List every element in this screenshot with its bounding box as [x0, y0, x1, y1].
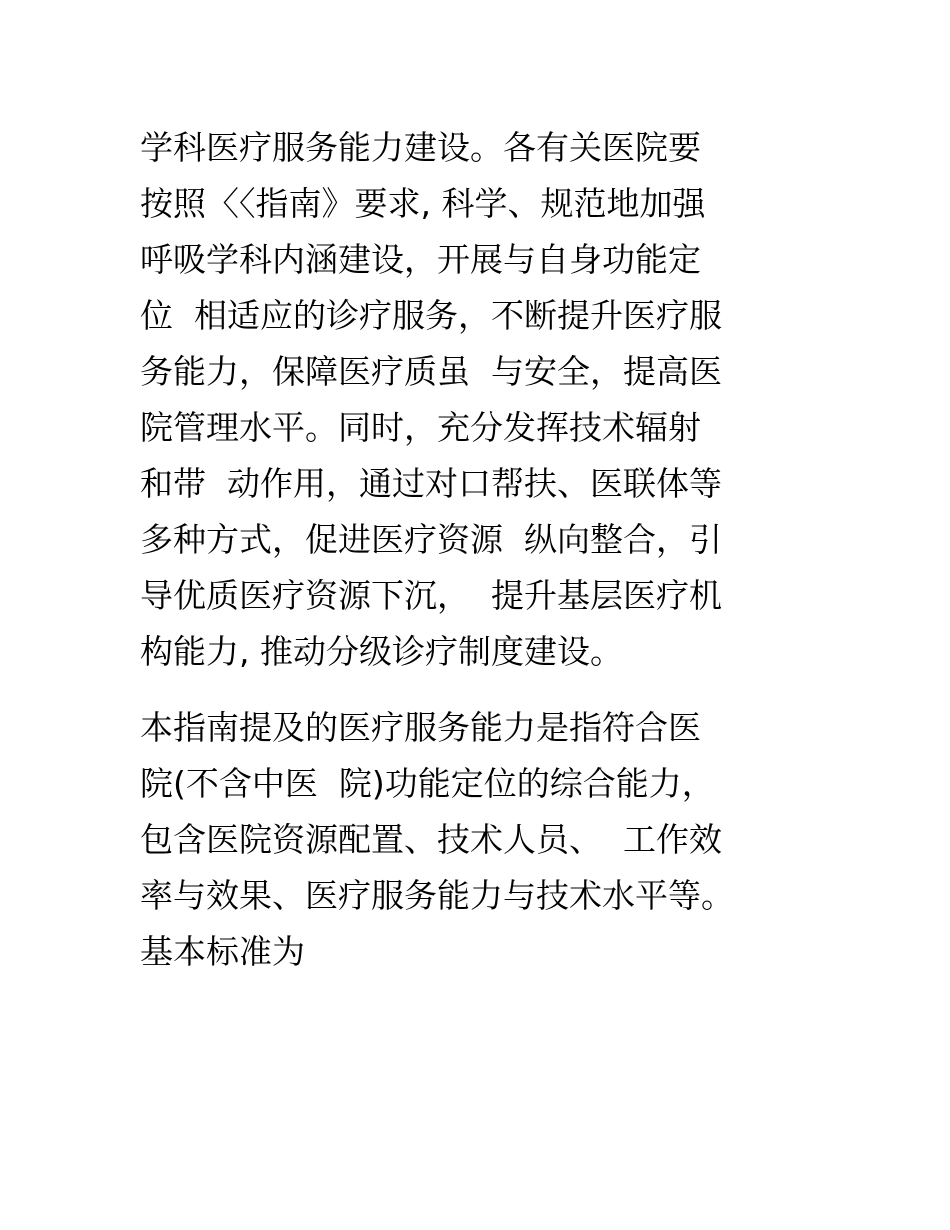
text-line: 呼吸学科内涵建设，开展与自身功能定 — [140, 240, 701, 279]
text-line: 院(不含中医 院)功能定位的综合能力， — [140, 764, 715, 803]
text-line: 多种方式，促进医疗资源 纵向整合，引 — [140, 520, 722, 559]
text-line: 务能力，保障医疗质虽 与安全，提高医 — [140, 352, 722, 391]
paragraph-2 — [140, 700, 734, 980]
text-line: 院管理水平。同时，充分发挥技术辐射 — [140, 408, 701, 447]
text-line: 按照〈〈指南》要求, 科学、规范地加强 — [140, 184, 706, 223]
text-line: 构能力, 推动分级诊疗制度建设。 — [140, 632, 623, 671]
text-line: 包含医院资源配置、技术人员、 工作效 — [140, 820, 722, 859]
text-line: 导优质医疗资源下沉， 提升基层医疗机 — [140, 576, 722, 615]
text-line: 学科医疗服务能力建设。各有关医院要 — [140, 128, 701, 167]
text-line: 率与效果、医疗服务能力与技术水平等。 — [140, 876, 734, 915]
text-line: 本指南提及的医疗服务能力是指符合医 — [140, 708, 701, 747]
text-line: 位 相适应的诊疗服务，不断提升医疗服 — [140, 296, 722, 335]
text-line: 和带 动作用，通过对口帮扶、医联体等 — [140, 464, 722, 503]
text-line: 基本标准为 — [140, 932, 305, 971]
paragraph-1 — [140, 120, 722, 680]
